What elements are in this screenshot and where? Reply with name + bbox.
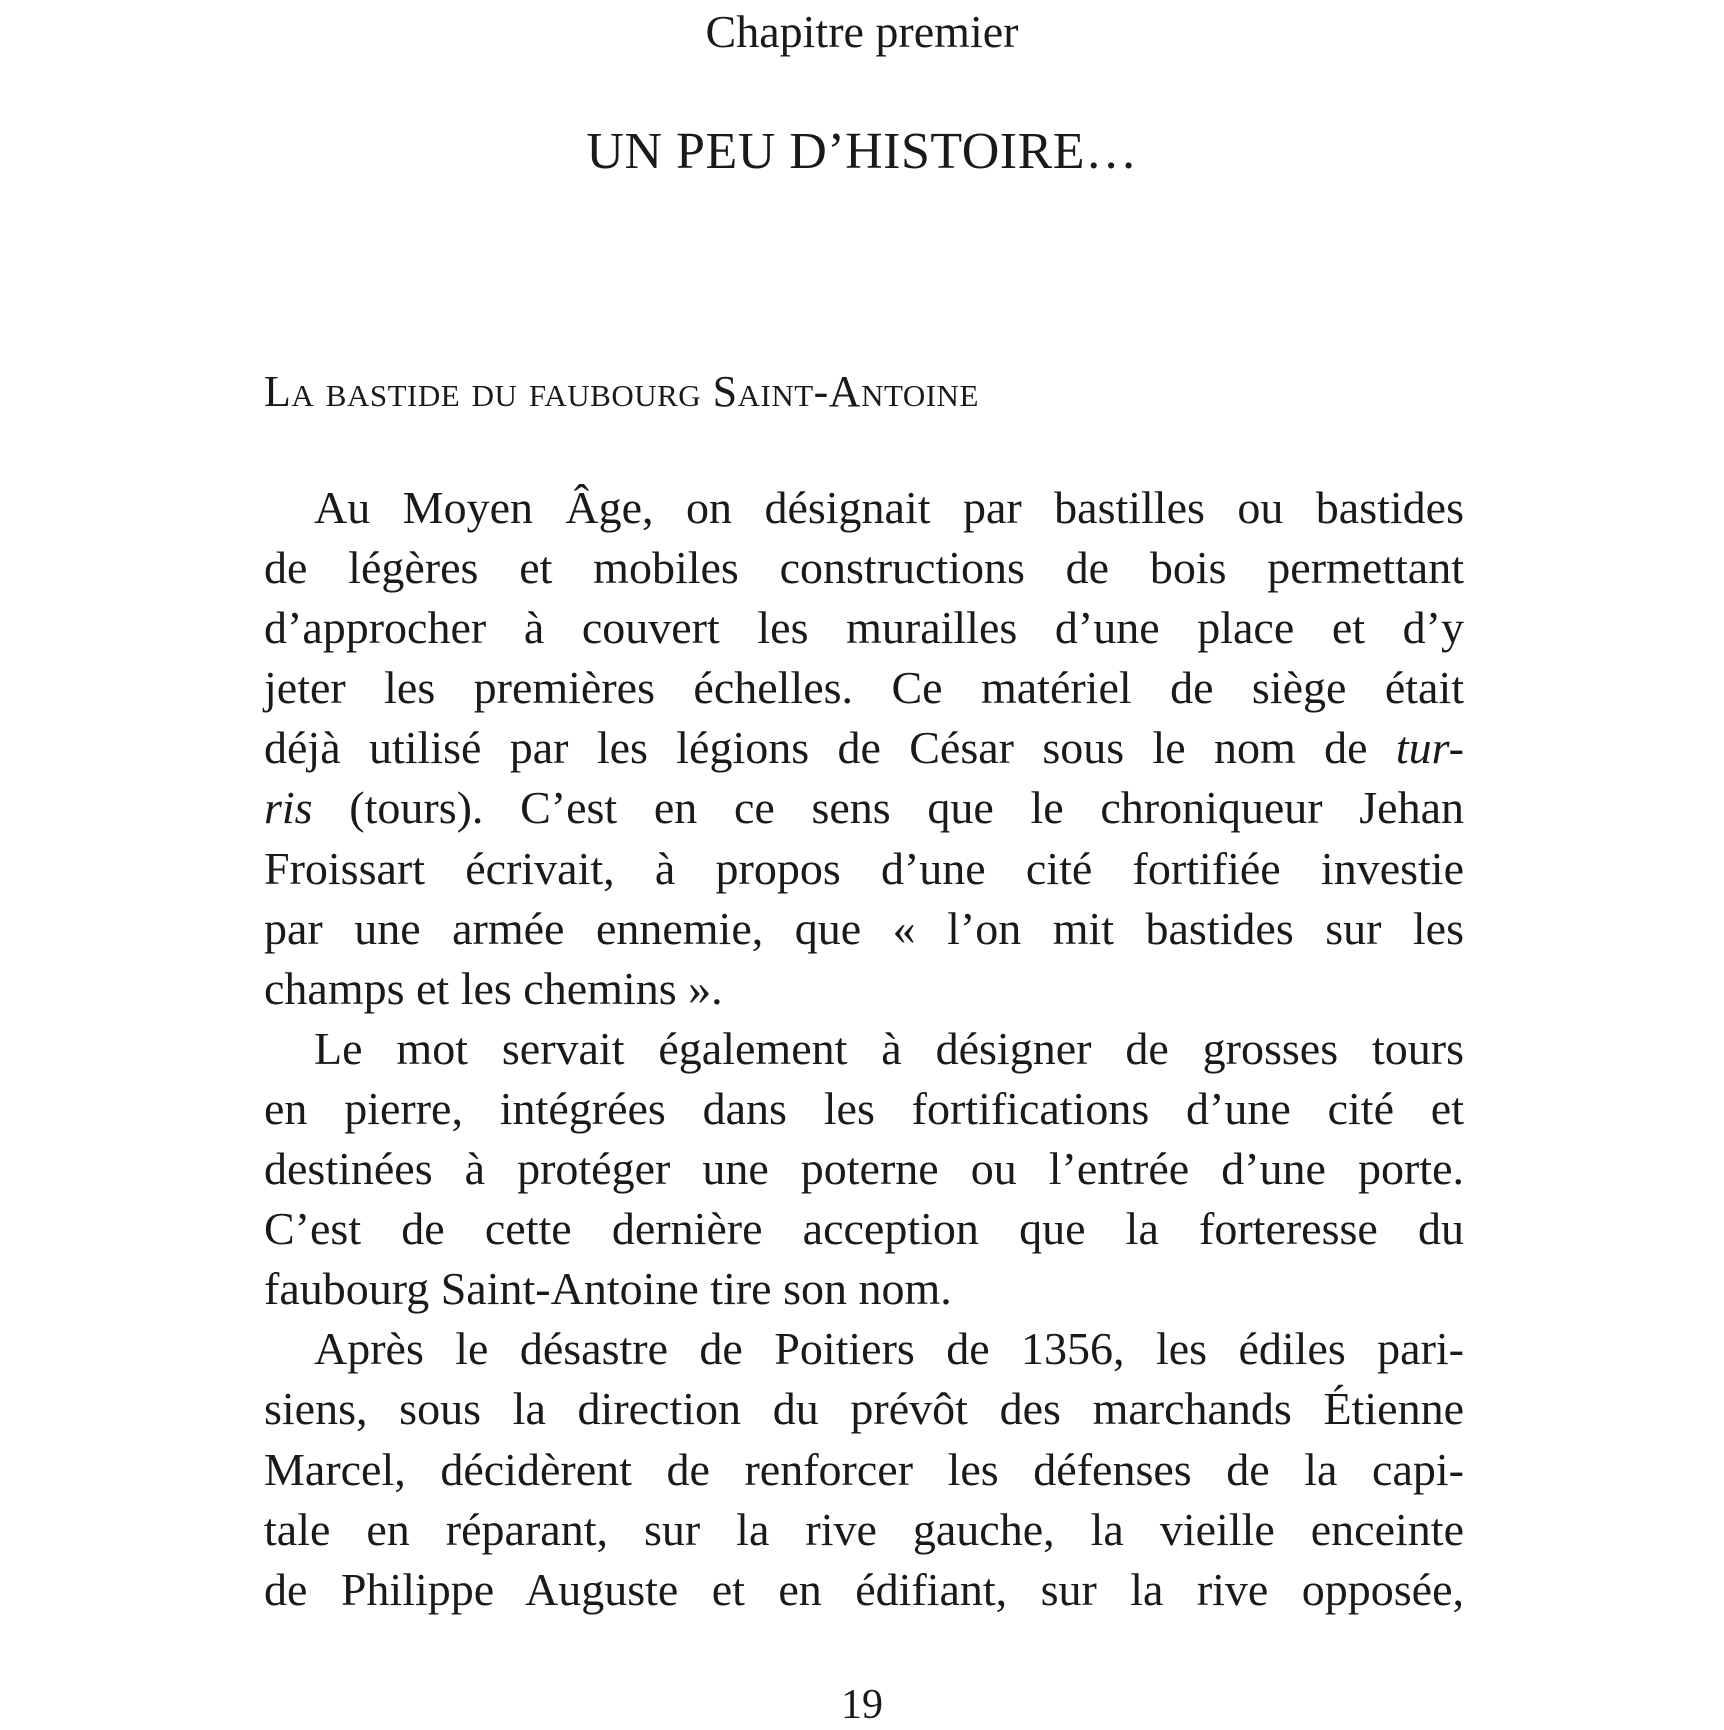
italic-term: ris [264, 782, 313, 834]
text-line: Marcel, décidèrent de renforcer les défenses de la capi- [264, 1443, 1464, 1495]
text-line: de Philippe Auguste et en édifiant, sur la rive opposée, [264, 1563, 1464, 1615]
text-line: champs et les chemins ». [264, 962, 723, 1014]
text-line: Froissart écrivait, à propos d’une cité fortifiée investie [264, 842, 1464, 894]
text-line: faubourg Saint-Antoine tire son nom. [264, 1263, 952, 1315]
text-line: d’approcher à couvert les murailles d’une place et d’y [264, 602, 1464, 654]
text-line: Après le désastre de Poitiers de 1356, les édiles pari- [314, 1323, 1464, 1375]
page-number: 19 [841, 1682, 883, 1728]
text-line [264, 718, 1464, 778]
chapter-title: UN PEU D’HISTOIRE… [586, 123, 1138, 180]
text-line: siens, sous la direction du prévôt des marchands Étienne [264, 1383, 1464, 1435]
text-line [264, 778, 1464, 838]
italic-term: tur- [1395, 722, 1464, 774]
text-line: destinées à protéger une poterne ou l’entrée d’une porte. [264, 1143, 1464, 1195]
text-line: de légères et mobiles constructions de bois permettant [264, 542, 1464, 594]
section-heading: La bastide du faubourg Saint-Antoine [264, 367, 979, 416]
text-fragment: (tours). C’est en ce sens que le chroniqueur Jehan [312, 782, 1464, 834]
text-line: tale en réparant, sur la rive gauche, la vieille enceinte [264, 1503, 1464, 1555]
text-line: en pierre, intégrées dans les fortifications d’une cité et [264, 1082, 1464, 1134]
text-line: Le mot servait également à désigner de grosses tours [314, 1022, 1464, 1074]
text-line: C’est de cette dernière acception que la forteresse du [264, 1203, 1464, 1255]
text-line: Au Moyen Âge, on désignait par bastilles ou bastides [314, 482, 1464, 533]
text-line: par une armée ennemie, que « l’on mit bastides sur les [264, 902, 1464, 954]
text-fragment: déjà utilisé par les légions de César sous le nom de [264, 722, 1396, 774]
chapter-label: Chapitre premier [705, 6, 1019, 57]
text-line: jeter les premières échelles. Ce matériel de siège était [264, 662, 1464, 714]
body-text [264, 478, 1464, 1620]
